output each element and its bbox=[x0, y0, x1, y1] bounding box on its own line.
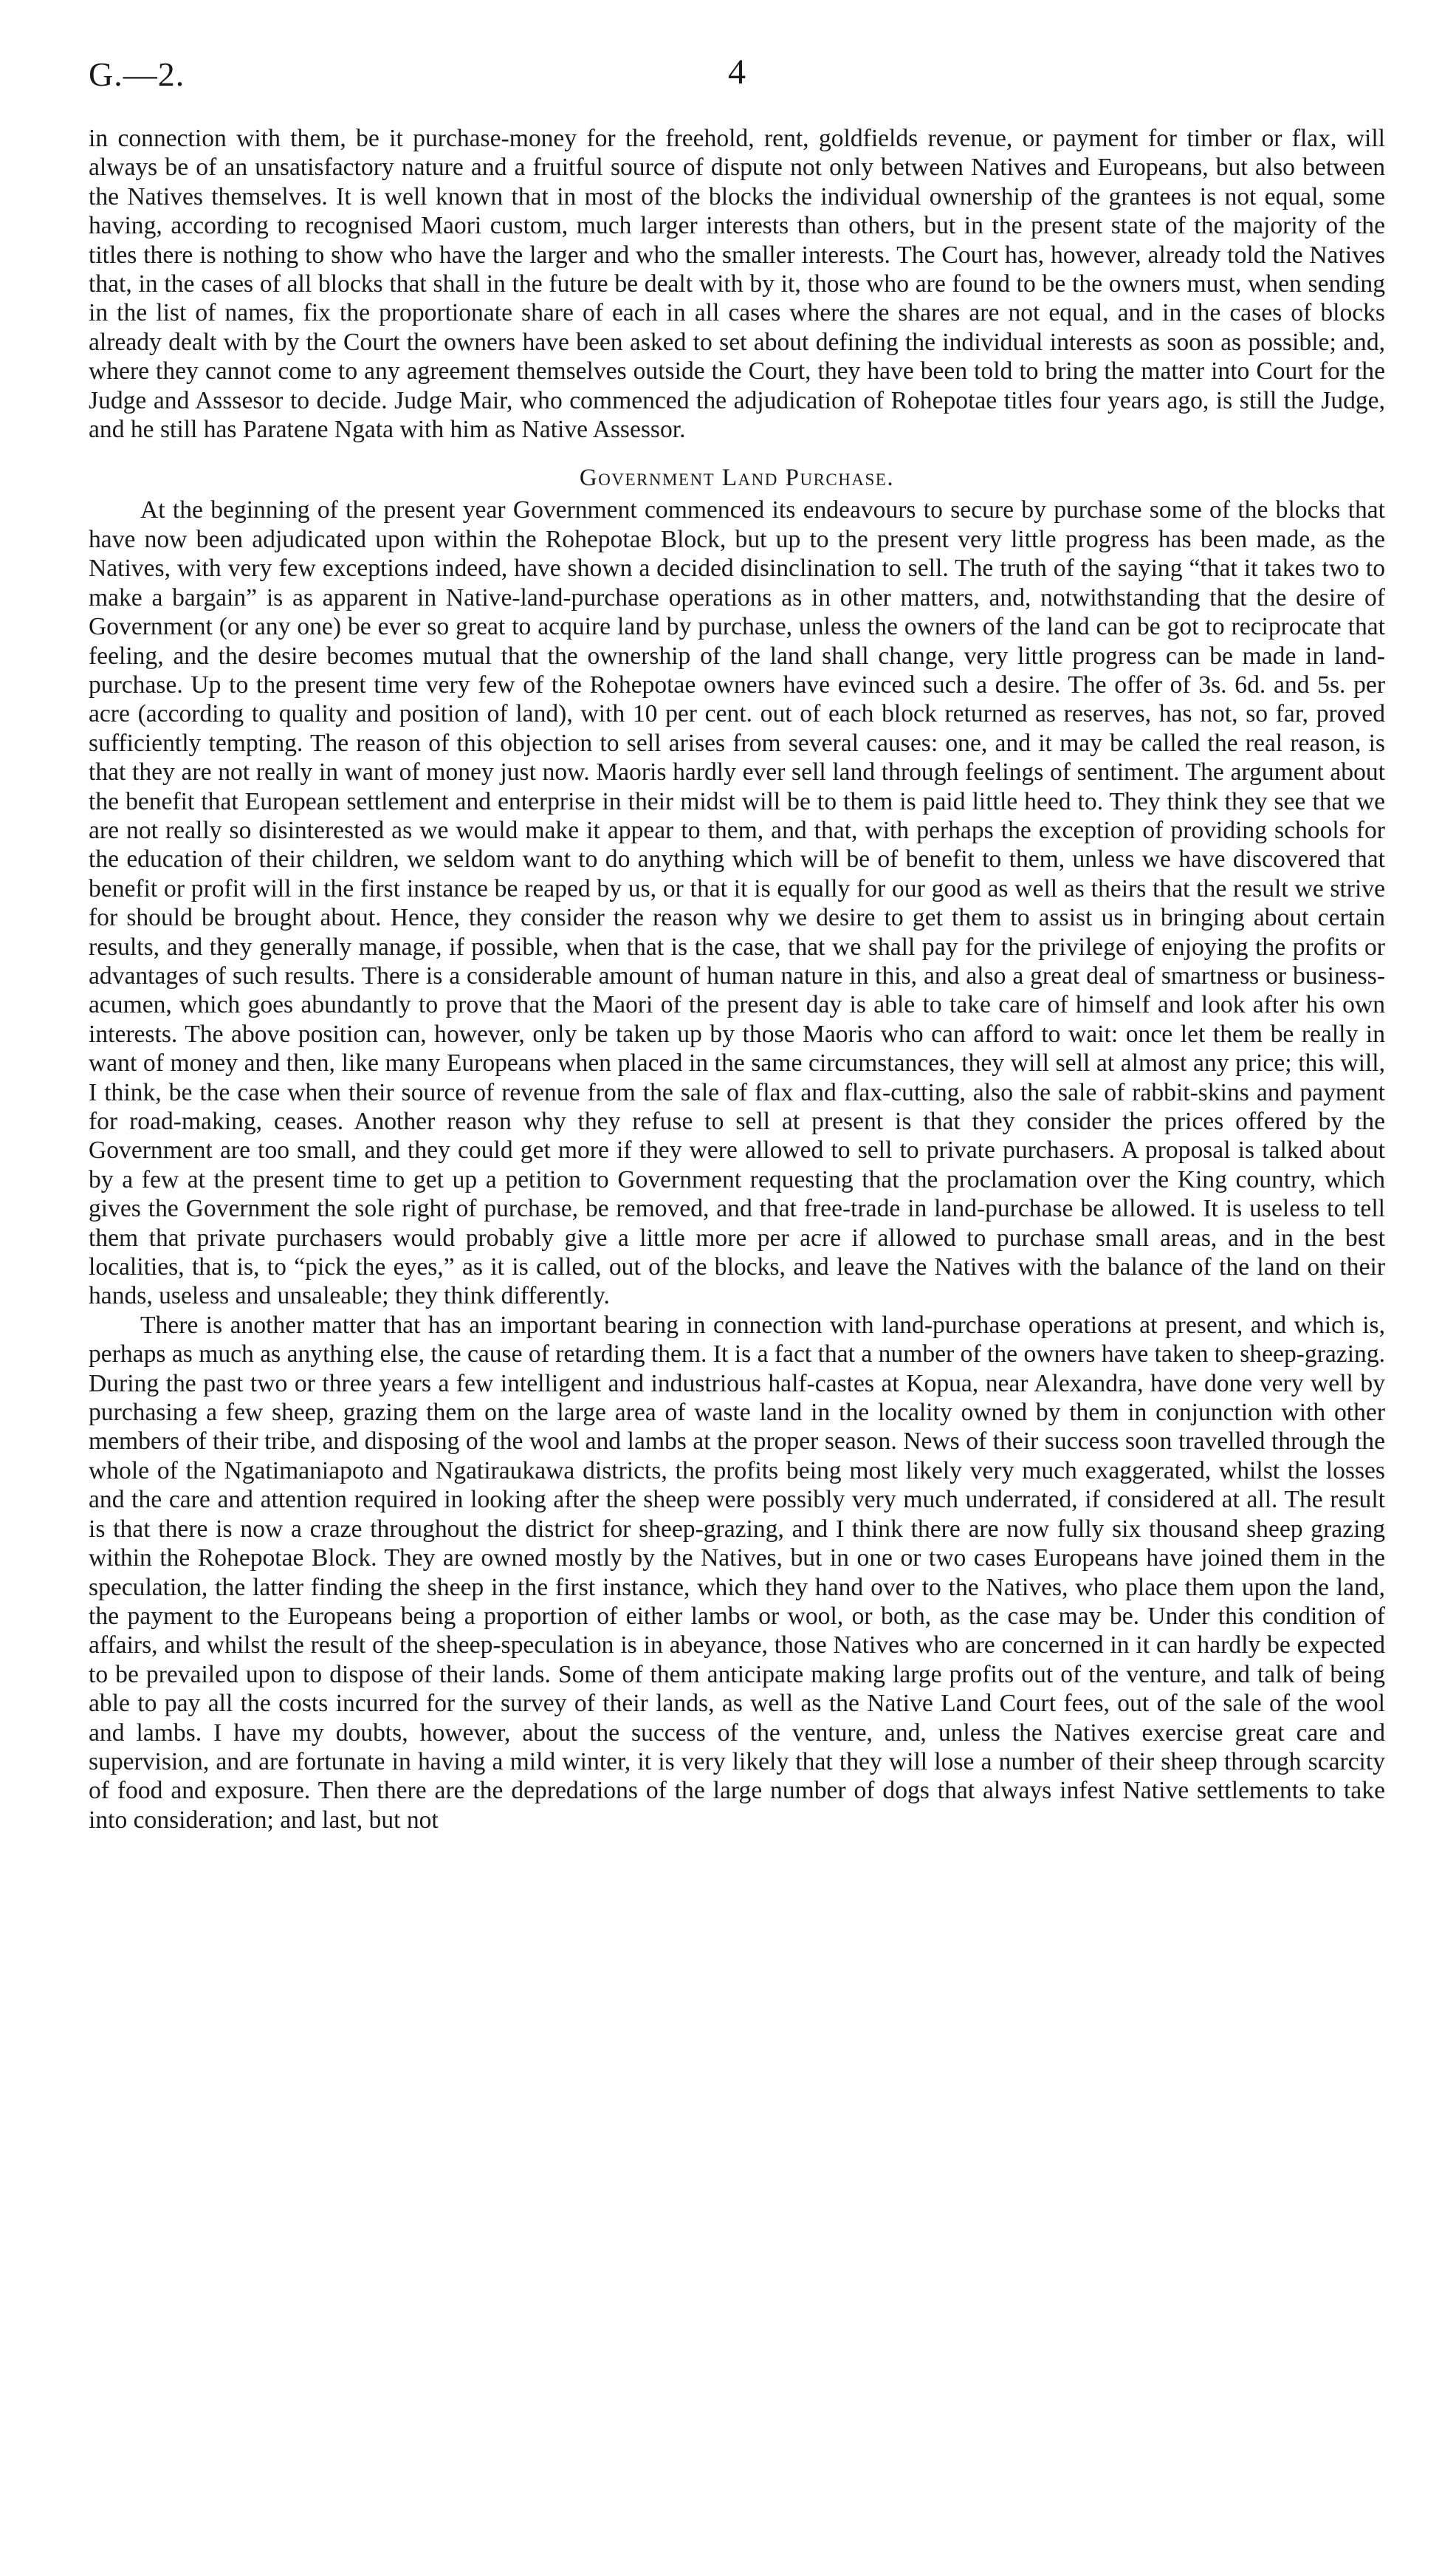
document-body bbox=[89, 124, 1385, 1834]
document-reference: G.—2. bbox=[89, 55, 185, 93]
paragraph-land-purchase-2: There is another matter that has an important bearing in connection with land-purchase operations at present, and which is, perhaps as much as anything else, the cause of retarding them. It is a fact that a number of the owners have taken to sheep-grazing. During the past two or three years a few intelligent and industrious half-castes at Kopua, near Alexandra, have done very well by purchasing a few sheep, grazing them on the large area of waste land in the locality owned by them in conjunction with other members of their tribe, and disposing of the wool and lambs at the proper season. News of their success soon travelled through the whole of the Ngatimaniapoto and Ngatiraukawa districts, the profits being most likely very much exaggerated, whilst the losses and the care and attention required in looking after the sheep were possibly very much underrated, if considered at all. The result is that there is now a craze throughout the district for sheep-grazing, and I think there are now fully six thousand sheep grazing within the Rohepotae Block. They are owned mostly by the Natives, but in one or two cases Europeans have joined them in the speculation, the latter finding the sheep in the first instance, which they hand over to the Natives, who place them upon the land, the payment to the Europeans being a proportion of either lambs or wool, or both, as the case may be. Under this condition of affairs, and whilst the result of the sheep-speculation is in abeyance, those Natives who are concerned in it can hardly be expected to be prevailed upon to dispose of their lands. Some of them anticipate making large profits out of the venture, and talk of being able to pay all the costs incurred for the survey of their lands, as well as the Native Land Court fees, out of the sale of the wool and lambs. I have my doubts, however, about the success of the venture, and, unless the Natives exercise great care and supervision, and are fortunate in having a mild winter, it is very likely that they will lose a number of their sheep through scarcity of food and exposure. Then there are the depredations of the large number of dogs that always infest Native settlements to take into consideration; and last, but not bbox=[89, 1311, 1385, 1834]
page-number: 4 bbox=[728, 52, 746, 92]
paragraph-intro: in connection with them, be it purchase-money for the freehold, rent, goldfields revenue, or payment for timber or flax, will always be of an unsatisfactory nature and a fruitful source of dispute not only between Natives and Europeans, but also between the Natives themselves. It is well known that in most of the blocks the individual ownership of the grantees is not equal, some having, according to recognised Maori custom, much larger interests than others, but in the present state of the majority of the titles there is nothing to show who have the larger and who the smaller interests. The Court has, however, already told the Natives that, in the cases of all blocks that shall in the future be dealt with by it, those who are found to be the owners must, when sending in the list of names, fix the proportionate share of each in all cases where the shares are not equal, and in the cases of blocks already dealt with by the Court the owners have been asked to set about defining the individual interests as soon as possible; and, where they cannot come to any agreement themselves outside the Court, they have been told to bring the matter into Court for the Judge and Asssesor to decide. Judge Mair, who commenced the adjudication of Rohepotae titles four years ago, is still the Judge, and he still has Paratene Ngata with him as Native Assessor. bbox=[89, 125, 1385, 444]
page-header bbox=[89, 52, 1385, 103]
section-heading-land-purchase: Government Land Purchase. bbox=[579, 465, 895, 492]
paragraph-land-purchase-1: At the beginning of the present year Government commenced its endeavours to secure by purchase some of the blocks that have now been adjudicated upon within the Rohepotae Block, but up to the present very little progress has been made, as the Natives, with very few exceptions indeed, have shown a decided disinclination to sell. The truth of the saying “that it takes two to make a bargain” is as apparent in Native-land-purchase operations as in other matters, and, notwithstanding that the desire of Government (or any one) be ever so great to acquire land by purchase, unless the owners of the land can be got to reciprocate that feeling, and the desire becomes mutual that the ownership of the land shall change, very little progress can be made in land-purchase. Up to the present time very few of the Rohepotae owners have evinced such a desire. The offer of 3s. 6d. and 5s. per acre (according to quality and position of land), with 10 per cent. out of each block returned as reserves, has not, so far, proved sufficiently tempting. The reason of this objection to sell arises from several causes: one, and it may be called the real reason, is that they are not really in want of money just now. Maoris hardly ever sell land through feelings of sentiment. The argument about the benefit that European settlement and enterprise in their midst will be to them is paid little heed to. They think they see that we are not really so disinterested as we would make it appear to them, and that, with perhaps the exception of providing schools for the education of their children, we seldom want to do anything which will be of benefit to them, unless we have discovered that benefit or profit will in the first instance be reaped by us, or that it is equally for our good as well as theirs that the result we strive for should be brought about. Hence, they consider the reason why we desire to get them to assist us in bringing about certain results, and they generally manage, if possible, when that is the case, that we shall pay for the privilege of enjoying the profits or advantages of such results. There is a considerable amount of human nature in this, and also a great deal of smartness or business-acumen, which goes abundantly to prove that the Maori of the present day is able to take care of himself and look after his own interests. The above position can, however, only be taken up by those Maoris who can afford to wait: once let them be really in want of money and then, like many Europeans when placed in the same circumstances, they will sell at almost any price; this will, I think, be the case when their source of revenue from the sale of flax and flax-cutting, also the sale of rabbit-skins and payment for road-making, ceases. Another reason why they refuse to sell at present is that they consider the prices offered by the Government are too small, and they could get more if they were allowed to sell to private purchasers. A proposal is talked about by a few at the present time to get up a petition to Government requesting that the proclamation over the King country, which gives the Government the sole right of purchase, be removed, and that free-trade in land-purchase be allowed. It is useless to tell them that private purchasers would probably give a little more per acre if allowed to purchase small areas, and in the best localities, that is, to “pick the eyes,” as it is called, out of the blocks, and leave the Natives with the balance of the land on their hands, useless and unsaleable; they think differently. bbox=[89, 496, 1385, 1310]
